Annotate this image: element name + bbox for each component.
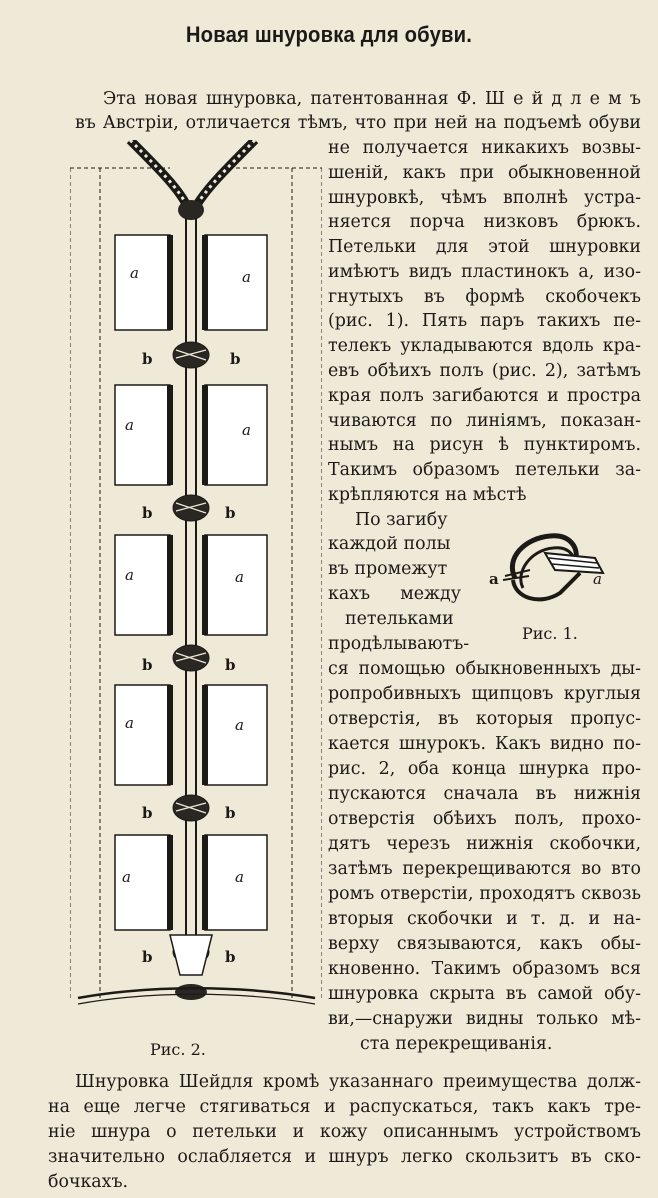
figure-1-illustration [485,518,615,613]
text-line: на еще легче стягиваться и распускаться, такъ какъ тре- [48,1097,641,1117]
text-line: въ промежут [328,559,448,579]
fig2-label-a: a [235,568,244,586]
text-line: кновенно. Такимъ образомъ вся [328,959,641,979]
text-line: шенiй, какъ при обыкновенной [328,163,641,183]
text-line: каждой полы [328,534,451,554]
text-line: гнутыхъ въ формѣ скобочекъ [328,287,641,307]
text-line: кахъ между [328,584,461,604]
text-line: отверстiя, въ которыя пропус- [328,709,641,729]
text-line: Шнуровка Шейдля кромѣ указаннаго преимущества долж- [75,1072,641,1092]
fig2-label-b: b [225,504,236,522]
text-line: пускаются сначала въ нижнiя [328,784,641,804]
fig2-label-a: a [125,416,134,434]
fig2-label-a: a [242,421,251,439]
text-line: не получается никакихъ возвы- [328,138,641,158]
text-line: евъ обѣихъ полъ (рис. 2), затѣмъ [328,361,641,381]
text-line: значительно ослабляется и шнуръ легко скользитъ въ ско- [48,1147,641,1167]
text-line: вторыя скобочки и т. д. и на- [328,909,641,929]
figure-1-caption: Рис. 1. [522,624,578,643]
text-line: чиваются по линiямъ, показан- [328,411,641,431]
text-line: верху связываются, какъ обы- [328,934,641,954]
text-line: шнуровка скрыта въ самой обу- [328,984,641,1004]
figure-2-caption: Рис. 2. [150,1040,206,1059]
fig2-label-a: a [130,264,139,282]
text-line: края полъ загибаются и прострa [328,386,641,406]
text-line: ви,—снаружи видны только мѣ- [328,1009,641,1029]
text-line: ропробивныхъ щипцовъ круглыя [328,684,641,704]
fig2-label-a: a [125,714,134,732]
text-line: нiе шнура о петельки и кожу описаннымъ устройствомъ [48,1122,641,1142]
fig2-label-b: b [142,350,153,368]
fig1-label-a-right: a [593,570,602,588]
fig2-label-b: b [225,804,236,822]
text-line: Петельки для этой шнуровки [328,237,641,257]
fig1-label-a-left: a [489,570,499,588]
text-line: ся помощью обыкновенныхъ ды- [328,659,641,679]
fig2-label-a: a [242,268,251,286]
text-line: няется порча низковъ брюкъ. [328,212,641,232]
text-line: дятъ черезъ нижнiя скобочки, [328,834,641,854]
fig2-label-b: b [142,656,153,674]
fig2-label-b: b [142,948,153,966]
text-line: По загибу [355,510,448,530]
fig2-label-b: b [142,804,153,822]
text-line: петельками [345,609,454,629]
text-line: затѣмъ перекрещиваются во вто [328,859,641,879]
text-line: (рис. 1). Пять паръ такихъ пе- [328,311,641,331]
text-line: бочкахъ. [48,1172,129,1192]
text-line: ромъ отверстiи, проходятъ сквозь [328,884,641,904]
fig2-label-a: a [235,716,244,734]
text-line: кается шнурокъ. Какъ видно по- [328,734,641,754]
fig2-label-a: a [125,566,134,584]
fig2-label-b: b [142,504,153,522]
text-line: Эта новая шнуровка, патентованная Ф. Ш е й д л е м ъ [103,89,641,109]
text-line: нымъ на рисун ѣ пунктиромъ. [328,435,641,455]
fig2-label-b: b [230,350,241,368]
text-line: Такимъ образомъ петельки за- [328,460,641,480]
text-line: имѣютъ видъ пластинокъ a, изо- [328,262,641,282]
text-line: рис. 2, оба конца шнурка про- [328,759,641,779]
article-title: Новая шнуровка для обуви. [185,22,473,47]
text-line: отверстiя обѣихъ полъ, прохо- [328,809,641,829]
fig2-label-a: a [122,868,131,886]
figure-2-illustration [70,140,322,1010]
text-line: продѣлываютъ- [328,634,470,654]
fig2-label-a: a [235,868,244,886]
text-line: крѣпляются на мѣстѣ [328,485,527,505]
fig2-label-b: b [225,656,236,674]
fig2-label-b: b [225,948,236,966]
text-line: телекъ укладываются вдоль кра- [328,336,641,356]
text-line: шнуровкѣ, чѣмъ вполнѣ устра- [328,188,641,208]
text-line: въ Австрiи, отличается тѣмъ, что при ней на подъемѣ обуви [75,113,641,133]
text-line: ста перекрещиванiя. [360,1034,553,1054]
